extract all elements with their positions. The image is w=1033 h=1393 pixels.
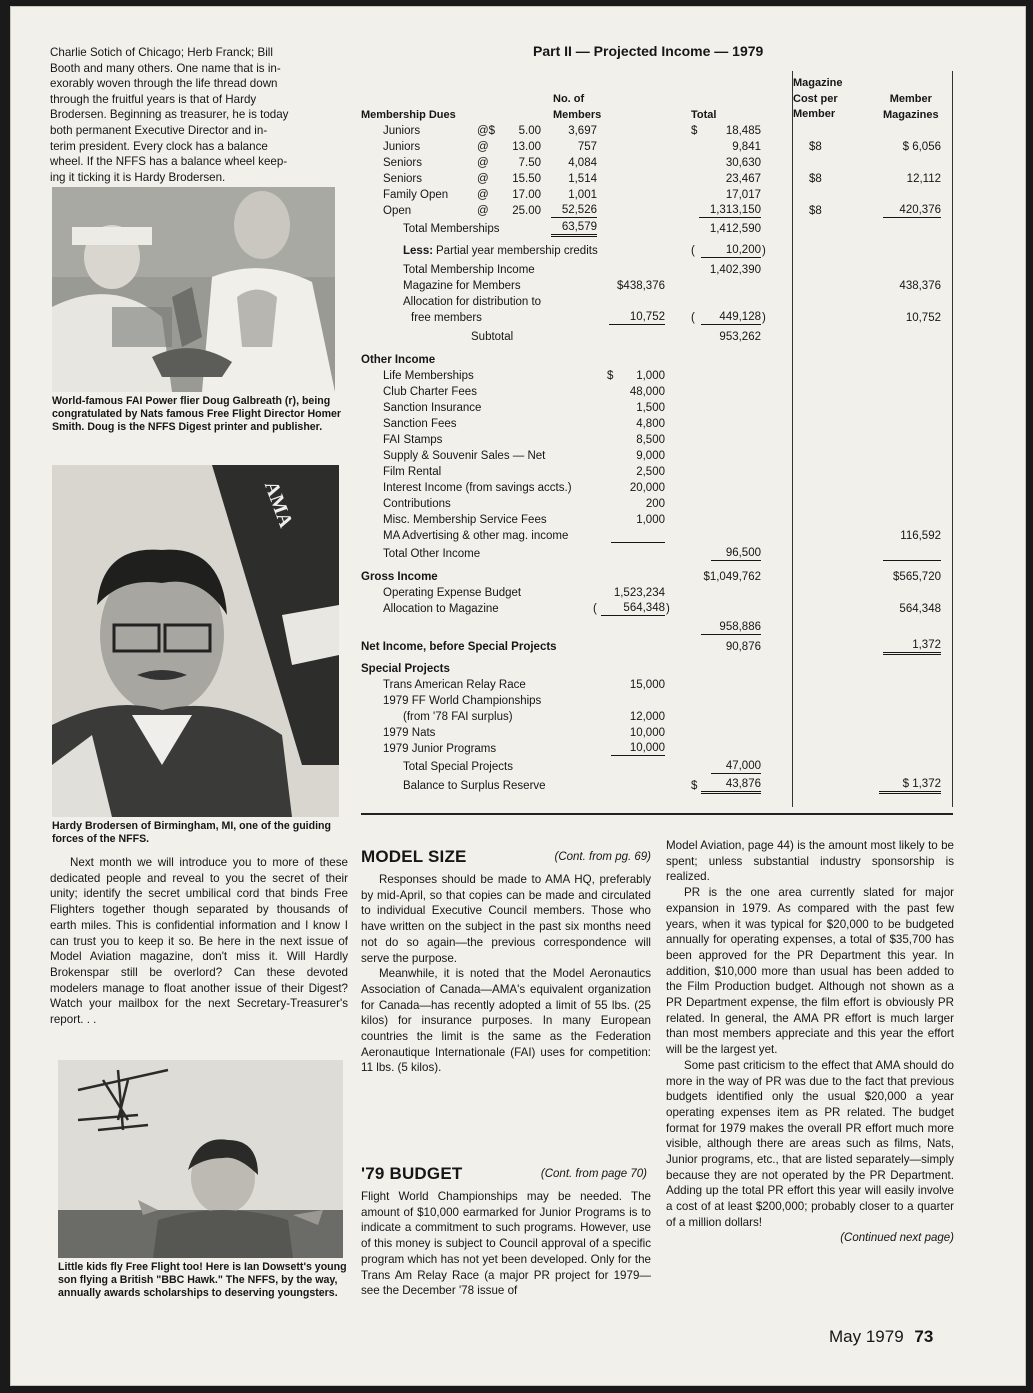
issue-date: May 1979 (829, 1327, 904, 1346)
model-size-paragraph: Meanwhile, it is noted that the Model Aeronautics Association of Canada—AMA's equivalent organization for Canada—has recently adopted a limit of 55 lbs. (25 kilos) for insurance purposes. In many European countries the limit is the same as the Federation Aeronautique Internationale (FAI) uses for competition: 11 lbs. (5 kilos). (361, 967, 651, 1075)
allocation-to-magazine-row: Allocation to Magazine ( 564,348 ) 564,348 (383, 602, 941, 615)
photo-kid-flying-model (58, 1060, 343, 1258)
other-income-row: Sanction Insurance 1,500 (383, 402, 665, 414)
other-income-row: Misc. Membership Service Fees 1,000 (383, 514, 665, 526)
special-project-row: (from '78 FAI surplus) 12,000 (403, 711, 665, 723)
magazine-page (10, 6, 1026, 1386)
intro-line: terim president. Every clock has a balance (50, 139, 268, 153)
right-column-body (666, 838, 954, 1246)
other-income-row: Sanction Fees 4,800 (383, 418, 665, 430)
subtotal-row: Subtotal 953,262 (471, 331, 761, 343)
allocation-label-row: Allocation for distribution to (403, 296, 542, 308)
continued-next-page: (Continued next page) (840, 1231, 954, 1244)
net-income-row: Net Income, before Special Projects 90,876 1,372 (361, 639, 941, 653)
magazine-for-members-row: Magazine for Members $438,376 438,376 (403, 280, 941, 292)
total-membership-income-row: Total Membership Income 1,402,390 (403, 264, 761, 276)
header-total: Total (691, 109, 717, 121)
photo1-caption: World-famous FAI Power flier Doug Galbreath (r), being congratulated by Nats famous Free Flight Director Homer Smith. Doug is the NFFS Digest printer and publisher. (52, 395, 342, 433)
photo3-caption: Little kids fly Free Flight too! Here is Ian Dowsett's young son flying a British "BBC Hawk." The NFFS, by the way, annually awards scholarships to deserving youngsters. (58, 1261, 347, 1299)
model-size-cont: (Cont. from pg. 69) (554, 851, 651, 863)
ama-sign-text: AMA (259, 478, 297, 531)
dues-row: Family Open @ 17.00 1,001 17,017 (383, 189, 761, 201)
special-project-row: Trans American Relay Race 15,000 (383, 679, 665, 691)
other-income-row: Club Charter Fees 48,000 (383, 386, 665, 398)
intro-line: through the fruitful years is that of Hardy (50, 92, 257, 106)
total-other-income-row: Total Other Income 96,500 (11, 546, 1027, 562)
dues-row: Juniors @ 13.00 757 9,841 $8 $ 6,056 (383, 141, 941, 153)
intro-line: ing it ticking it is Hardy Brodersen. (50, 170, 226, 184)
intro-line: Booth and many others. One name that is in- (50, 61, 281, 75)
budget79-paragraph: Flight World Championships may be needed. The amount of $10,000 earmarked for Junior Programs is to indicate a commitment to such programs. However, use of this money is subject to Council approval of a specific program which has not yet been developed. Only for the Trans Am Relay Race (a major PR project for 1979—see the December '78 issue of (361, 1190, 651, 1298)
next-month-paragraph: Next month we will introduce you to more of these dedicated people and reveal to you the secret of their unity; identify the secret umbilical cord that binds Free Flighters together though separated by thousands of earth miles. This is confidential information and I know I can trust you to keep it so. Be here in the next issue of Model Aviation magazine, don't miss it. Will Hardly Brokenspar still be overlord? Can these devoted modelers manage to float another issue of their Digest? Watch your mailbox for the next Secretary-Treasurer's report. . . (50, 856, 348, 1027)
budget79-heading: '79 BUDGET (361, 1164, 463, 1183)
header-magazine-cost: Magazine Cost per Member (793, 77, 843, 120)
dues-row: Open @ 25.00 52,526 1,313,150 $8 420,376 (383, 204, 941, 217)
page-number: 73 (914, 1327, 934, 1346)
special-project-row: 1979 FF World Championships (383, 695, 542, 707)
balance-row: Balance to Surplus Reserve $ 43,876 $ 1,372 (403, 778, 941, 792)
other-income-row: Interest Income (from savings accts.) 20,000 (383, 482, 665, 494)
partial-credits-row: Less: Partial year membership credits ( 10,200 ) (403, 244, 766, 257)
budget79-header (361, 1164, 651, 1184)
intro-line: both permanent Executive Director and in- (50, 123, 268, 137)
operating-budget-row: Operating Expense Budget 1,523,234 (383, 587, 665, 599)
other-income-row: Life Memberships $ 1,000 (383, 370, 665, 382)
expense-total-row: 958,886 (11, 620, 1027, 636)
model-size-paragraph: Responses should be made to AMA HQ, preferably by mid-April, so that copies can be made and circulated to individual Executive Council members. Those who have written on the subject in the past six months need not do so again—the previous correspondence will serve the purpose. (361, 873, 651, 965)
ma-advertising-row: MA Advertising & other mag. income 116,592 (383, 530, 941, 542)
right-paragraph: PR is the one area currently slated for major expansion in 1979. As compared with the past few years, when it was typical for $20,000 to be budgeted annually for operating expenses, a total of $35,700 has been approved for the PR Department this year. In addition, $10,000 more than usual has been added to the Film Production budget. Although not shown as a PR Department expense, the film effort is obviously PR related. In general, the AMA PR effort is much larger than most members appreciate and this year the effort will be the largest yet. (666, 886, 954, 1057)
header-member-magazines: Member Magazines (883, 93, 939, 121)
right-paragraph: Some past criticism to the effect that AMA should do more in the way of PR was due to the fact that previous budgets identified only the usual $20,000 a year operating expenses item as PR related. The budget format for 1979 makes the overall PR effort much more visible, although there are areas such as films, Nats, Junior programs, etc., that are listed separately—simply because they are not operated by the PR Department. Adding up the total PR effort this year will easily involve a cost of at least $200,000; probably closer to a quarter of a million dollars! (666, 1058, 954, 1229)
right-paragraph: Model Aviation, page 44) is the amount most likely to be spent; unless substantial industry sponsorship is realized. (666, 839, 954, 884)
intro-line: wheel. If the NFFS has a balance wheel keep- (50, 155, 288, 169)
other-income-heading: Other Income (361, 354, 436, 366)
model-size-heading: MODEL SIZE (361, 847, 467, 866)
table-bottom-rule (361, 813, 953, 815)
dues-row: Seniors @ 15.50 1,514 23,467 $8 12,112 (383, 173, 941, 185)
header-membership-dues: Membership Dues (361, 109, 456, 121)
other-income-row: Supply & Souvenir Sales — Net 9,000 (383, 450, 665, 462)
gross-income-row: Gross Income $1,049,762 $565,720 (361, 571, 941, 583)
page-footer (829, 1327, 933, 1347)
total-memberships-row: Total Memberships 63,579 1,412,590 (403, 221, 761, 235)
model-size-header (361, 847, 651, 867)
model-size-body (361, 872, 651, 1076)
dues-row: Seniors @ 7.50 4,084 30,630 (383, 157, 761, 169)
special-projects-heading: Special Projects (361, 663, 450, 675)
intro-line: Charlie Sotich of Chicago; Herb Franck; Bill (50, 46, 273, 59)
special-project-row: 1979 Junior Programs 10,000 (383, 742, 665, 755)
other-income-row: Film Rental 2,500 (383, 466, 665, 478)
header-no-of-members: No. of Members (553, 93, 602, 121)
table-title: Part II — Projected Income — 1979 (533, 43, 764, 59)
other-income-row: Contributions 200 (383, 498, 665, 510)
intro-line: Brodersen. Beginning as treasurer, he is today (50, 108, 289, 122)
intro-line: exorably woven through the life thread down (50, 77, 278, 91)
photo2-caption: Hardy Brodersen of Birmingham, MI, one of the guiding forces of the NFFS. (52, 820, 331, 845)
income-table (11, 7, 1027, 817)
total-special-projects-row: Total Special Projects 47,000 (403, 760, 761, 773)
budget79-cont: (Cont. from page 70) (540, 1168, 647, 1180)
other-income-row: FAI Stamps 8,500 (383, 434, 665, 446)
special-project-row: 1979 Nats 10,000 (383, 727, 665, 739)
dues-row: Juniors @$ 5.00 3,697 $ 18,485 (383, 125, 761, 137)
allocation-row: free members 10,752 ( 449,128 ) 10,752 (411, 311, 941, 324)
